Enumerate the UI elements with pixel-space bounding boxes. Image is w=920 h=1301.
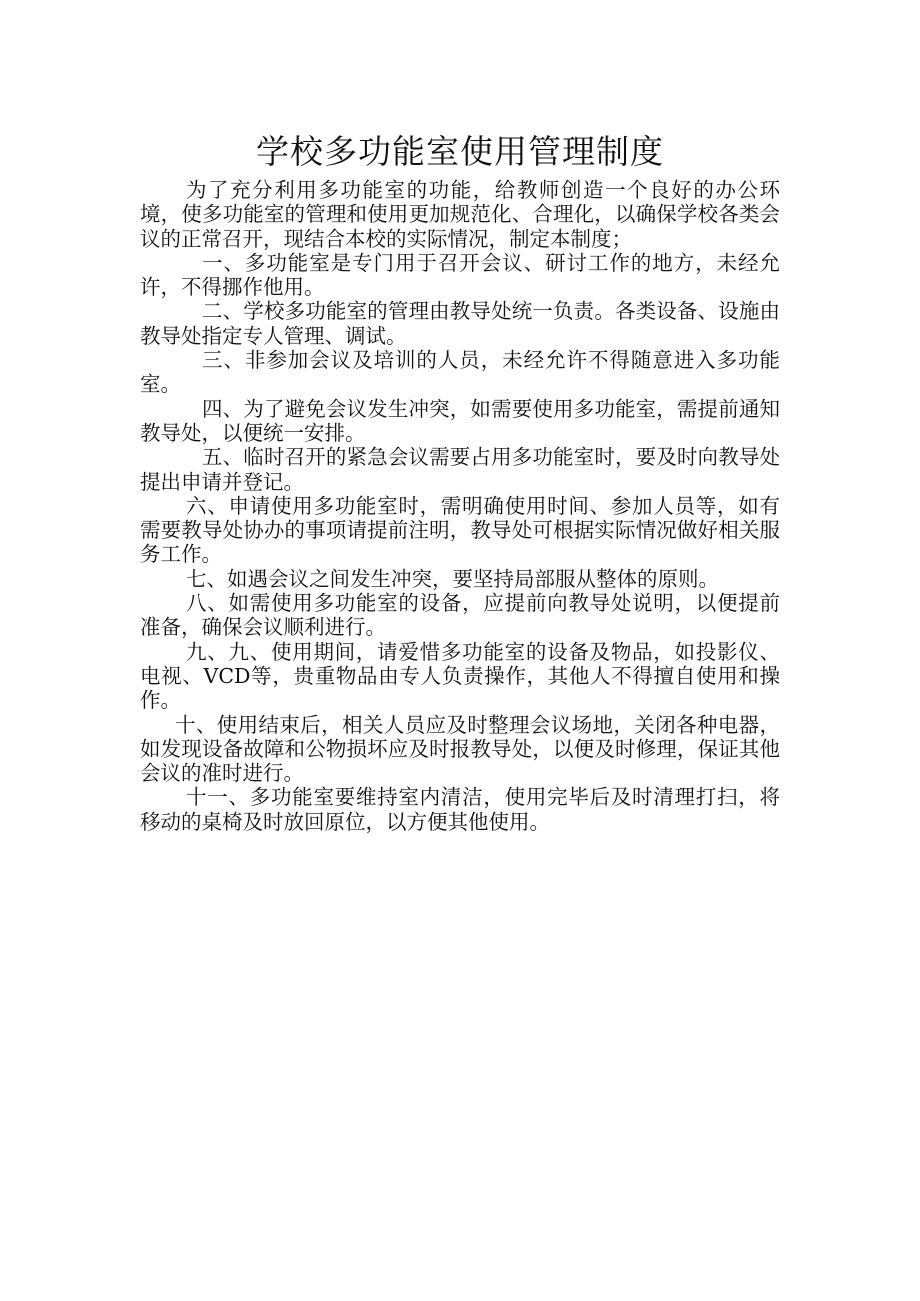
rule-7-paragraph: 七、如遇会议之间发生冲突，要坚持局部服从整体的原则。 [186, 566, 719, 591]
rule-4-paragraph: 四、为了避免会议发生冲突，如需要使用多功能室，需提前通知教导处，以便统一安排。 [140, 396, 780, 445]
rule-3-paragraph: 三、非参加会议及培训的人员，未经允许不得随意进入多功能室。 [140, 348, 780, 397]
rule-5-paragraph: 五、临时召开的紧急会议需要占用多功能室时，要及时向教导处提出申请并登记。 [140, 445, 780, 494]
rule-11-paragraph: 十一、多功能室要维持室内清洁，使用完毕后及时清理打扫，将移动的桌椅及时放回原位，以方便其他使用。 [140, 785, 780, 834]
rule-10-paragraph: 十、使用结束后，相关人员应及时整理会议场地，关闭各种电器，如发现设备故障和公物损坏应及时报教导处，以便及时修理，保证其他会议的准时进行。 [140, 712, 780, 786]
rule-2-paragraph: 二、学校多功能室的管理由教导处统一负责。各类设备、设施由教导处指定专人管理、调试。 [140, 299, 780, 348]
rule-6-paragraph: 六、申请使用多功能室时，需明确使用时间、参加人员等，如有需要教导处协办的事项请提前注明，教导处可根据实际情况做好相关服务工作。 [140, 493, 780, 567]
document-title: 学校多功能室使用管理制度 [256, 132, 664, 171]
rule-1-paragraph: 一、多功能室是专门用于召开会议、研讨工作的地方，未经允许，不得挪作他用。 [140, 250, 780, 300]
rule-8-paragraph: 八、如需使用多功能室的设备，应提前向教导处说明，以便提前准备，确保会议顺利进行。 [140, 591, 780, 640]
document-body [140, 178, 780, 834]
rule-9-paragraph: 九、九、使用期间，请爱惜多功能室的设备及物品，如投影仪、电视、VCD等，贵重物品由专人负责操作，其他人不得擅自使用和操作。 [140, 639, 780, 713]
intro-paragraph: 为了充分利用多功能室的功能，给教师创造一个良好的办公环境，使多功能室的管理和使用更加规范化、合理化，以确保学校各类会议的正常召开，现结合本校的实际情况，制定本制度； [140, 178, 780, 251]
